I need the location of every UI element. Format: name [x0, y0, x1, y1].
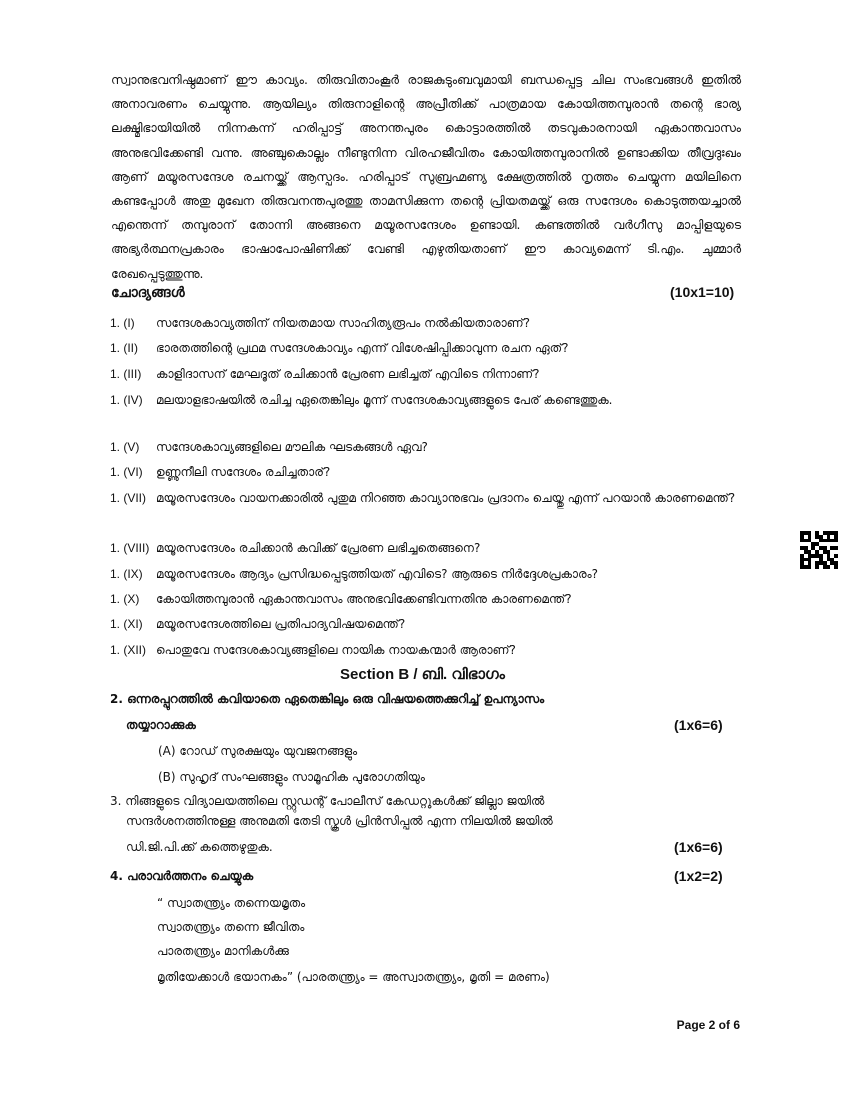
q3-line2: സന്ദർശനത്തിനുള്ള അനുമതി തേടി സ്കൂൾ പ്രിൻസിപ്പൽ എന്ന നിലയിൽ ജയിൽ	[126, 814, 553, 828]
question-text: മയൂരസന്ദേശത്തിലെ പ്രതിപാദ്യവിഷയമെന്ത്?	[156, 617, 406, 631]
question-text: കോയിത്തമ്പുരാൻ ഏകാന്തവാസം അനുഭവിക്കേണ്ടിവന്നതിനു കാരണമെന്ത്?	[156, 592, 572, 606]
q2-line1: 2. ഒന്നരപ്പുറത്തിൽ കവിയാതെ ഏതെങ്കിലും ഒരു വിഷയത്തെക്കുറിച്ച് ഉപന്യാസം	[110, 692, 545, 706]
section-b-title: Section B / ബി. വിഭാഗം	[340, 666, 505, 683]
poem-line: പാരതന്ത്ര്യം മാനികൾക്കു	[157, 944, 289, 958]
qr-code	[800, 531, 838, 569]
poem-line: സ്വാതന്ത്ര്യം തന്നെ ജീവിതം	[157, 920, 305, 934]
q2-option-b: (B) സുഹൃദ് സംഘങ്ങളും സാമൂഹിക പുരോഗതിയും	[158, 770, 425, 784]
question-text: മലയാളഭാഷയിൽ രചിച്ച ഏതെങ്കിലും മൂന്ന് സന്ദേശകാവ്യങ്ങളുടെ പേര് കണ്ടെത്തുക.	[156, 393, 613, 407]
q3-line3: ഡി.ജി.പി.ക്ക് കത്തെഴുതുക.	[126, 840, 273, 854]
question-number: 1. (VIII)	[110, 541, 150, 555]
question-number: 1. (I)	[110, 316, 135, 330]
question-number: 1. (V)	[110, 440, 140, 454]
question-number: 1. (VI)	[110, 465, 143, 479]
question-text: ഭാരതത്തിന്റെ പ്രഥമ സന്ദേശകാവ്യം എന്ന് വിശേഷിപ്പിക്കാവുന്ന രചന ഏത്?	[156, 341, 569, 355]
question-text: മയൂരസന്ദേശം വായനക്കാരിൽ പുതുമ നിറഞ്ഞ കാവ്യാനുഭവം പ്രദാനം ചെയ്തു എന്ന് പറയാൻ കാരണമെന്ത്?	[156, 491, 736, 505]
question-number: 1. (XII)	[110, 643, 147, 657]
question-text: മയൂരസന്ദേശം ആദ്യം പ്രസിദ്ധപ്പെടുത്തിയത് എവിടെ? ആരുടെ നിർദ്ദേശപ്രകാരം?	[156, 567, 598, 581]
question-number: 1. (III)	[110, 367, 142, 381]
question-number: 1. (IV)	[110, 393, 143, 407]
intro-paragraph: സ്വാനുഭവനിഷ്ഠമാണ് ഈ കാവ്യം. തിരുവിതാംകൂർ രാജകുടുംബവുമായി ബന്ധപ്പെട്ട ചില സംഭവങ്ങൾ ഇതിൽ അനാവരണം ചെയ്യുന്നു. ആയില്യം തിരുനാളിന്റെ അപ്രീതിക്ക് പാത്രമായ കോയിത്തമ്പുരാൻ തന്റെ ഭാര്യ ലക്ഷ്മിഭായിയിൽ നിന്നകന്ന് ഹരിപ്പാട്ട് അനന്തപുരം കൊട്ടാരത്തിൽ തടവുകാരനായി ഏകാന്തവാസം അനുഭവിക്കേണ്ടി വന്നു. അഞ്ചുകൊല്ലം നീണ്ടുനിന്ന വിരഹജീവിതം കോയിത്തമ്പുരാനിൽ ഉണ്ടാക്കിയ തീവ്രദുഃഖം ആണ് മയൂരസന്ദേശ രചനയ്ക്ക് ആസ്പദം. ഹരിപ്പാട് സുബ്രഹ്മണ്യ ക്ഷേത്രത്തിൽ നൃത്തം ചെയ്യുന്ന മയിലിനെ കണ്ടപ്പോൾ അതു മുഖേന തിരുവനന്തപുരത്തു താമസിക്കുന്ന തന്റെ പ്രിയതമയ്ക്ക് ഒരു സന്ദേശം കൊടുത്തയച്ചാൽ എന്തെന്ന് തമ്പുരാന് തോന്നി അങ്ങനെ മയൂരസന്ദേശം ഉണ്ടായി. കണ്ടത്തിൽ വർഗീസു മാപ്പിളയുടെ അഭ്യർത്ഥനപ്രകാരം ഭാഷാപോഷിണിക്ക് വേണ്ടി എഴുതിയതാണ് ഈ കാവ്യമെന്ന് ടി.എം. ചുമ്മാർ രേഖപ്പെടുത്തുന്നു.	[111, 72, 741, 281]
q4-marks: (1x2=2)	[674, 868, 723, 884]
question-text: സന്ദേശകാവ്യത്തിന് നിയതമായ സാഹിത്യരൂപം നൽകിയതാരാണ്?	[156, 316, 531, 330]
q2-marks: (1x6=6)	[674, 717, 723, 733]
question-text: പൊതുവേ സന്ദേശകാവ്യങ്ങളിലെ നായിക നായകന്മാർ ആരാണ്?	[156, 643, 516, 657]
q3-marks: (1x6=6)	[674, 839, 723, 855]
poem-line: “ സ്വാതന്ത്ര്യം തന്നെയമൃതം	[157, 896, 306, 910]
question-number: 1. (VII)	[110, 491, 147, 505]
question-text: കാളിദാസന് മേഘദൂത് രചിക്കാൻ പ്രേരണ ലഭിച്ചത് എവിടെ നിന്നാണ്?	[156, 367, 540, 381]
q4-line1: 4. പരാവർത്തനം ചെയ്യുക	[110, 869, 254, 883]
q2-option-a: (A) റോഡ് സുരക്ഷയും യുവജനങ്ങളും	[158, 744, 358, 758]
question-text: മയൂരസന്ദേശം രചിക്കാൻ കവിക്ക് പ്രേരണ ലഭിച്ചതെങ്ങനെ?	[156, 541, 481, 555]
poem-line: മൃതിയേക്കാൾ ഭയാനകം” (പാരതന്ത്ര്യം = അസ്വാതന്ത്ര്യം, മൃതി = മരണം)	[157, 970, 550, 984]
question-number: 1. (XI)	[110, 617, 143, 631]
question-text: സന്ദേശകാവ്യങ്ങളിലെ മൗലിക ഘടകങ്ങൾ ഏവ?	[156, 440, 428, 454]
question-text: ഉണ്ണുനീലി സന്ദേശം രചിച്ചതാര്?	[156, 465, 331, 479]
q3-line1: 3. നിങ്ങളുടെ വിദ്യാലയത്തിലെ സ്റ്റുഡന്റ് പോലീസ് കേഡറ്റുകൾക്ക് ജില്ലാ ജയിൽ	[110, 794, 545, 808]
q2-line2: തയ്യാറാക്കുക	[126, 718, 196, 732]
questions-heading: ചോദ്യങ്ങൾ	[111, 284, 185, 300]
page-number: Page 2 of 6	[676, 1018, 740, 1032]
question-number: 1. (IX)	[110, 567, 143, 581]
question-number: 1. (II)	[110, 341, 139, 355]
questions-marks: (10x1=10)	[670, 284, 735, 300]
question-number: 1. (X)	[110, 592, 140, 606]
